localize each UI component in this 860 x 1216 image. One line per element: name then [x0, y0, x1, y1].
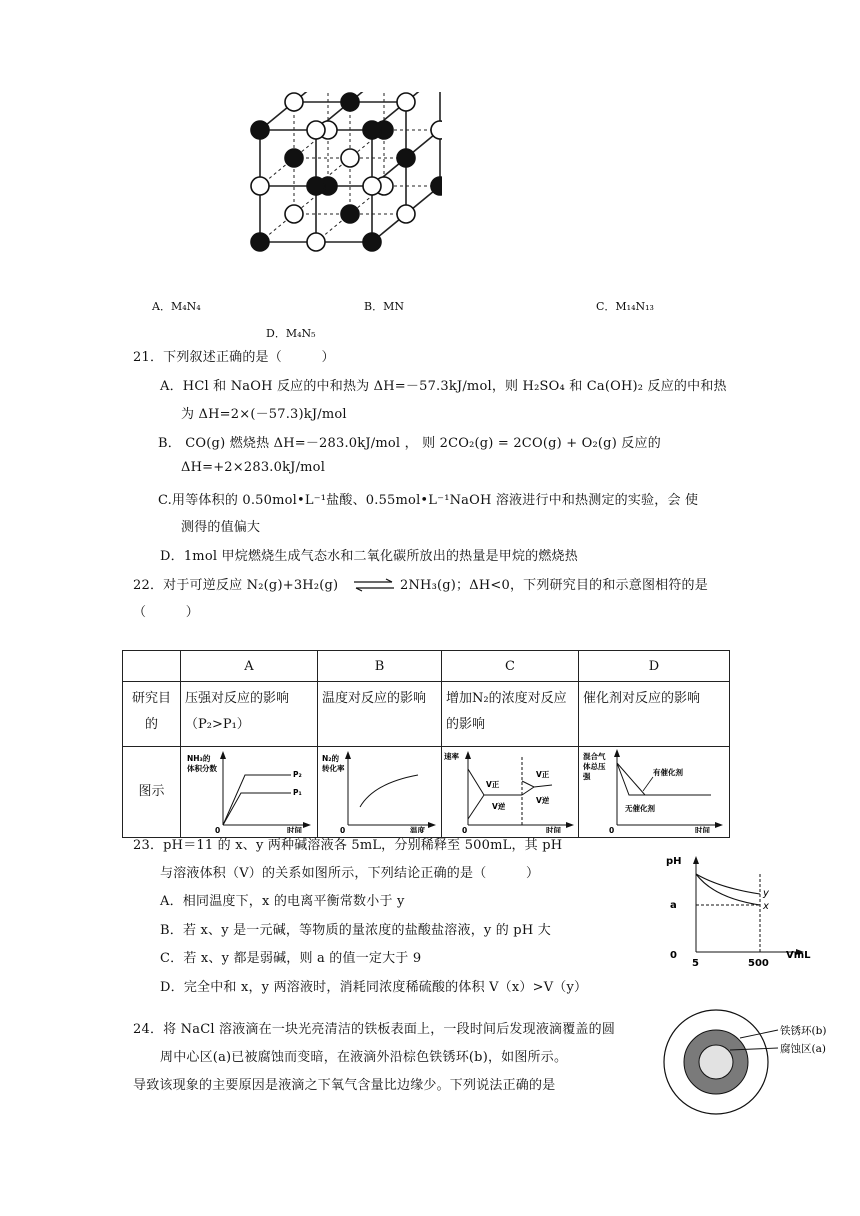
figure-b-origin: 0: [340, 826, 346, 833]
q23-graph-x-label: x: [763, 901, 769, 912]
lattice-atom-dark: [363, 121, 381, 139]
row-label-purpose: 研究目的: [123, 682, 181, 747]
q24-label-rust-ring: 铁锈环(b): [780, 1025, 827, 1037]
figure-a-p2: P₂: [293, 770, 302, 779]
figure-c-xlabel: 时间: [546, 826, 561, 833]
figure-d-origin: 0: [609, 826, 615, 833]
lattice-atom-dark: [341, 205, 359, 223]
lattice-atom-dark: [307, 177, 325, 195]
q23-graph-x2: 500: [748, 958, 769, 969]
purpose-d: 催化剂对反应的影响: [579, 682, 730, 747]
lattice-atom-dark: [341, 93, 359, 111]
table-header-c: C: [442, 651, 579, 682]
row-label-figure: 图示: [123, 747, 181, 838]
figure-c-vrev-2: V逆: [536, 796, 550, 805]
lattice-atom-light: [307, 121, 325, 139]
figure-d-ylabel2: 体总压: [583, 762, 606, 771]
figure-b-ylabel1: N₂的: [322, 754, 340, 763]
lattice-atom-light: [285, 205, 303, 223]
figure-d-catalyst-graph: [579, 747, 728, 833]
figure-a-p1: P₁: [293, 788, 302, 797]
q23-stem-line1: 23．pH＝11 的 x、y 两种碱溶液各 5mL，分别稀释至 500mL，其 pH: [133, 838, 563, 853]
q22-stem-right: 2NH₃(g)；ΔH<0，下列研究目的和示意图相符的是: [400, 578, 708, 593]
purpose-b: 温度对反应的影响: [318, 682, 442, 747]
q23-graph-x1: 5: [692, 958, 699, 969]
q23-graph-a: a: [670, 900, 677, 911]
figure-d-cell: [579, 747, 730, 838]
q21-option-c-line1: C.用等体积的 0.50mol•L⁻¹盐酸、0.55mol•L⁻¹NaOH 溶液进行中和热测定的实验，会 使: [158, 493, 699, 508]
q23-graph-ylabel: pH: [666, 856, 682, 867]
figure-c-origin: 0: [462, 826, 468, 833]
crystal-lattice-figure: [236, 92, 442, 272]
q21-option-c-line2: 测得的值偏大: [181, 520, 261, 535]
figure-b-temperature-graph: [318, 747, 440, 833]
figure-d-ylabel1: 混合气: [583, 752, 606, 761]
q24-line3: 导致该现象的主要原因是液滴之下氧气含量比边缘少。下列说法正确的是: [133, 1078, 556, 1093]
table-header-a: A: [181, 651, 318, 682]
lattice-atom-light: [307, 233, 325, 251]
lattice-atom-light: [397, 205, 415, 223]
q23-graph-xlabel: VmL: [786, 950, 811, 961]
figure-a-origin: 0: [215, 826, 221, 833]
q21-option-d: D．1mol 甲烷燃烧生成气态水和二氧化碳所放出的热量是甲烷的燃烧热: [160, 549, 578, 564]
figure-d-ylabel3: 强: [583, 772, 591, 781]
lattice-atom-dark: [363, 233, 381, 251]
q21-option-b-line2: ΔH=+2×283.0kJ/mol: [181, 460, 326, 475]
q23-option-b: B．若 x、y 是一元碱，等物质的量浓度的盐酸盐溶液，y 的 pH 大: [160, 923, 551, 938]
q23-stem-line2: 与溶液体积（V）的关系如图所示，下列结论正确的是（ ）: [160, 866, 540, 881]
q22-table: [122, 650, 730, 838]
lattice-atom-light: [397, 93, 415, 111]
figure-d-xlabel: 时间: [695, 826, 710, 833]
figure-d-cat-label: 有催化剂: [653, 768, 683, 777]
lattice-atom-dark: [285, 149, 303, 167]
q21-option-a-line1: A．HCl 和 NaOH 反应的中和热为 ΔH=－57.3kJ/mol，则 H₂SO₄ 和 Ca(OH)₂ 反应的中和热: [160, 379, 727, 394]
q20-choice-a: A．M₄N₄: [152, 300, 201, 313]
figure-a-cell: [181, 747, 318, 838]
lattice-atom-dark: [251, 233, 269, 251]
q24-droplet-figure: [650, 1006, 840, 1118]
q23-ph-volume-graph: [660, 850, 820, 970]
figure-c-vfwd-1: V正: [486, 780, 500, 789]
figure-c-vfwd-2: V正: [536, 770, 550, 779]
q23-graph-y-label: y: [763, 888, 769, 899]
q21-option-b-line1: B． CO(g) 燃烧热 ΔH=－283.0kJ/mol ， 则 2CO₂(g) = 2CO(g) + O₂(g) 反应的: [158, 436, 661, 451]
lattice-atom-light: [363, 177, 381, 195]
lattice-atom-dark: [251, 121, 269, 139]
figure-a-ylabel2: 体积分数: [187, 764, 217, 773]
figure-b-ylabel2: 转化率: [322, 764, 345, 773]
q24-label-corrosion-area: 腐蚀区(a): [780, 1043, 826, 1055]
figure-c-cell: [442, 747, 579, 838]
figure-c-ylabel: 速率: [444, 752, 459, 761]
q22-stem-paren: （ ）: [133, 605, 200, 620]
table-header-empty: [123, 651, 181, 682]
figure-a-xlabel: 时间: [287, 826, 302, 833]
figure-c-rate-graph: [442, 747, 577, 833]
q21-option-a-line2: 为 ΔH=2×(－57.3)kJ/mol: [181, 407, 347, 422]
table-header-d: D: [579, 651, 730, 682]
lattice-atom-light: [285, 93, 303, 111]
figure-c-vrev-1: V逆: [492, 802, 506, 811]
q22-stem-left: 22．对于可逆反应 N₂(g)+3H₂(g): [133, 578, 339, 593]
q23-graph-origin: 0: [670, 950, 677, 961]
lattice-atom-dark: [397, 149, 415, 167]
q20-choice-b: B．MN: [364, 300, 404, 313]
figure-b-cell: [318, 747, 442, 838]
lattice-atom-light: [341, 149, 359, 167]
lattice-atom-light: [251, 177, 269, 195]
figure-a-pressure-graph: [181, 747, 316, 833]
figure-a-ylabel1: NH₃的: [187, 754, 211, 763]
q23-option-a: A．相同温度下，x 的电离平衡常数小于 y: [160, 894, 405, 909]
q21-stem: 21．下列叙述正确的是（ ）: [133, 350, 335, 365]
q24-line1: 24．将 NaCl 溶液滴在一块光亮清洁的铁板表面上，一段时间后发现液滴覆盖的圆: [133, 1022, 616, 1037]
table-header-b: B: [318, 651, 442, 682]
q20-choice-c: C．M₁₄N₁₃: [596, 300, 654, 313]
q20-choice-d: D．M₄N₅: [266, 327, 316, 340]
equilibrium-arrows-icon: [352, 578, 396, 592]
lattice-atom-dark: [431, 177, 442, 195]
purpose-a: 压强对反应的影响（P₂>P₁）: [181, 682, 318, 747]
lattice-atom-light: [431, 121, 442, 139]
figure-d-nocat-label: 无催化剂: [625, 804, 655, 813]
purpose-c: 增加N₂的浓度对反应的影响: [442, 682, 579, 747]
q23-option-d: D．完全中和 x，y 两溶液时，消耗同浓度稀硫酸的体积 V（x）>V（y）: [160, 980, 588, 995]
q23-option-c: C．若 x、y 都是弱碱，则 a 的值一定大于 9: [160, 951, 422, 966]
figure-b-xlabel: 温度: [410, 826, 425, 833]
q24-line2: 周中心区(a)已被腐蚀而变暗，在液滴外沿棕色铁锈环(b)，如图所示。: [160, 1050, 568, 1065]
